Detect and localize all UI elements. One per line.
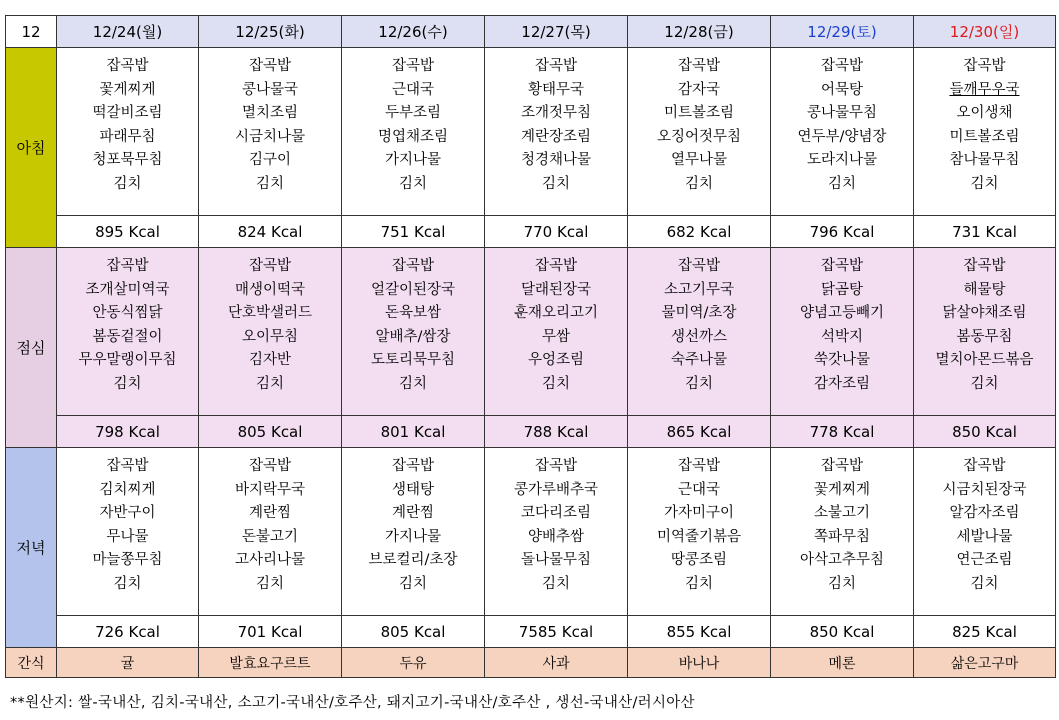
dish-item: 바지락무국 bbox=[234, 481, 306, 498]
dish-item: 열무나물 bbox=[670, 152, 728, 169]
month-cell: 12 bbox=[6, 16, 57, 48]
dish-item: 미트볼조림 bbox=[663, 105, 735, 122]
dish-item: 연근조림 bbox=[956, 552, 1013, 569]
dish-item: 청경채나물 bbox=[520, 152, 592, 169]
dish-item: 김치 bbox=[684, 375, 713, 392]
dish-item: 명엽채조림 bbox=[377, 128, 449, 145]
kcal-value: 865 Kcal bbox=[628, 416, 771, 448]
dish-item: 잡곡밥 bbox=[391, 458, 435, 474]
dish-item: 계란찜 bbox=[391, 505, 435, 522]
dish-item: 잡곡밥 bbox=[534, 458, 578, 474]
dish-list bbox=[628, 48, 770, 197]
dish-item: 잡곡밥 bbox=[963, 458, 1006, 474]
dish-item: 조개살미역국 bbox=[85, 281, 170, 298]
dish-item: 김자반 bbox=[248, 352, 292, 369]
dish-item: 시금치나물 bbox=[234, 128, 306, 145]
dish-list bbox=[57, 248, 198, 397]
dish-list bbox=[914, 48, 1055, 197]
dish-list bbox=[771, 448, 913, 597]
dish-item: 봄동무침 bbox=[956, 328, 1013, 345]
kcal-value: 798 Kcal bbox=[57, 416, 199, 448]
breakfast-kcal-row bbox=[6, 216, 1056, 248]
dish-list bbox=[485, 448, 627, 597]
snack-label: 간식 bbox=[6, 648, 57, 678]
dish-list bbox=[485, 248, 627, 397]
day-header-sunday: 12/30(일) bbox=[914, 16, 1056, 48]
dish-item: 김치찌게 bbox=[99, 481, 156, 498]
dish-list bbox=[342, 448, 484, 597]
dish-list bbox=[771, 248, 913, 397]
kcal-value: 770 Kcal bbox=[485, 216, 628, 248]
dish-item: 두부조림 bbox=[384, 105, 442, 122]
dish-item: 쪽파무침 bbox=[813, 528, 871, 545]
dish-item: 무쌈 bbox=[541, 328, 570, 345]
kcal-value: 796 Kcal bbox=[771, 216, 914, 248]
dish-item: 미역줄기볶음 bbox=[656, 528, 742, 545]
dish-item: 자반구이 bbox=[99, 505, 156, 522]
dish-item: 들깨무우국 bbox=[949, 81, 1020, 98]
dish-item: 잡곡밥 bbox=[534, 258, 578, 274]
dish-item: 소불고기 bbox=[813, 505, 871, 522]
dish-item: 조개젓무침 bbox=[520, 105, 592, 122]
dish-item: 연두부/양념장 bbox=[797, 128, 887, 145]
kcal-value: 824 Kcal bbox=[199, 216, 342, 248]
dinner-day-cell bbox=[57, 448, 199, 616]
dinner-label: 저녁 bbox=[6, 448, 57, 648]
dish-item: 김치 bbox=[113, 175, 142, 192]
breakfast-day-cell bbox=[628, 48, 771, 216]
dish-list bbox=[914, 248, 1055, 397]
dish-item: 김치 bbox=[398, 175, 427, 192]
dish-item: 도토리묵무침 bbox=[370, 352, 456, 369]
dish-item: 잡곡밥 bbox=[677, 258, 721, 274]
dish-item: 무나물 bbox=[106, 528, 149, 545]
dish-item: 계란찜 bbox=[248, 505, 292, 522]
dinner-day-cell bbox=[485, 448, 628, 616]
dish-item: 생선까스 bbox=[670, 328, 728, 345]
dish-item: 가지나물 bbox=[384, 152, 442, 169]
dish-item: 잡곡밥 bbox=[820, 258, 864, 274]
snack-row bbox=[6, 648, 1056, 678]
kcal-value: 895 Kcal bbox=[57, 216, 199, 248]
kcal-value: 805 Kcal bbox=[199, 416, 342, 448]
dish-item: 김치 bbox=[541, 375, 570, 392]
dish-list bbox=[914, 448, 1055, 597]
lunch-label: 점심 bbox=[6, 248, 57, 448]
snack-item: 귤 bbox=[57, 648, 199, 678]
dish-item: 봄동겉절이 bbox=[92, 328, 163, 345]
dish-item: 김치 bbox=[970, 575, 999, 592]
dish-item: 미트볼조림 bbox=[949, 128, 1020, 145]
kcal-value: 701 Kcal bbox=[199, 616, 342, 648]
dish-item: 시금치된장국 bbox=[942, 481, 1027, 498]
dish-item: 얼갈이된장국 bbox=[370, 281, 456, 298]
dish-list bbox=[199, 248, 341, 397]
dish-item: 콩가루배추국 bbox=[513, 481, 599, 498]
dish-list bbox=[628, 248, 770, 397]
dish-item: 해물탕 bbox=[963, 281, 1006, 298]
dish-item: 양배추쌈 bbox=[527, 528, 585, 545]
dish-item: 단호박샐러드 bbox=[227, 305, 313, 322]
lunch-day-cell bbox=[57, 248, 199, 416]
dish-item: 우엉조림 bbox=[527, 352, 585, 369]
dish-item: 알감자조림 bbox=[949, 505, 1020, 522]
dish-item: 김치 bbox=[684, 575, 713, 592]
dish-item: 꽃게찌게 bbox=[99, 81, 156, 98]
dish-item: 어묵탕 bbox=[820, 81, 864, 98]
dish-item: 꽃게찌게 bbox=[813, 481, 871, 498]
kcal-value: 778 Kcal bbox=[771, 416, 914, 448]
dish-item: 무우말랭이무침 bbox=[78, 352, 177, 369]
dish-item: 고사리나물 bbox=[234, 552, 306, 569]
dish-item: 오이생채 bbox=[956, 105, 1013, 122]
dish-item: 오징어젓무침 bbox=[656, 128, 742, 145]
header-row bbox=[6, 16, 1056, 48]
dish-item: 김치 bbox=[255, 175, 284, 192]
dish-item: 돌나물무침 bbox=[520, 552, 592, 569]
dish-item: 잡곡밥 bbox=[677, 58, 721, 74]
dish-item: 김치 bbox=[398, 375, 427, 392]
dish-list bbox=[628, 448, 770, 597]
day-header: 12/24(월) bbox=[57, 16, 199, 48]
dish-item: 잡곡밥 bbox=[391, 58, 435, 74]
dish-item: 아삭고추무침 bbox=[799, 552, 885, 569]
dish-item: 매생이떡국 bbox=[234, 281, 306, 298]
lunch-day-cell bbox=[342, 248, 485, 416]
dish-item: 땅콩조림 bbox=[670, 552, 728, 569]
dish-list bbox=[342, 248, 484, 397]
dish-list bbox=[199, 448, 341, 597]
kcal-value: 801 Kcal bbox=[342, 416, 485, 448]
dish-item: 떡갈비조림 bbox=[92, 105, 163, 122]
dish-list bbox=[57, 448, 198, 597]
dish-item: 김치 bbox=[255, 375, 284, 392]
dish-item: 훈재오리고기 bbox=[513, 305, 599, 322]
breakfast-day-cell bbox=[57, 48, 199, 216]
dinner-day-cell bbox=[914, 448, 1056, 616]
dish-item: 닭살야채조림 bbox=[942, 305, 1027, 322]
dish-item: 김치 bbox=[970, 175, 999, 192]
lunch-day-cell bbox=[628, 248, 771, 416]
dish-item: 오이무침 bbox=[241, 328, 299, 345]
dish-item: 김치 bbox=[398, 575, 427, 592]
kcal-value: 855 Kcal bbox=[628, 616, 771, 648]
weekly-menu-table bbox=[5, 15, 1056, 678]
dish-item: 김치 bbox=[113, 575, 142, 592]
dinner-day-cell bbox=[771, 448, 914, 616]
breakfast-day-cell bbox=[771, 48, 914, 216]
kcal-value: 850 Kcal bbox=[914, 416, 1056, 448]
dish-item: 감자국 bbox=[677, 81, 721, 98]
dish-item: 잡곡밥 bbox=[820, 58, 864, 74]
snack-item: 사과 bbox=[485, 648, 628, 678]
lunch-day-cell bbox=[914, 248, 1056, 416]
dish-item: 감자조림 bbox=[813, 375, 871, 392]
day-header: 12/27(목) bbox=[485, 16, 628, 48]
dish-item: 근대국 bbox=[391, 81, 435, 98]
kcal-value: 7585 Kcal bbox=[485, 616, 628, 648]
dinner-dishes-row bbox=[6, 448, 1056, 616]
dish-item: 잡곡밥 bbox=[106, 58, 149, 74]
dish-item: 김치 bbox=[827, 575, 856, 592]
dinner-day-cell bbox=[199, 448, 342, 616]
dish-item: 잡곡밥 bbox=[534, 58, 578, 74]
dish-item: 소고기무국 bbox=[663, 281, 735, 298]
dish-item: 닭곰탕 bbox=[820, 281, 864, 298]
dish-item: 김구이 bbox=[248, 152, 292, 169]
dish-item: 잡곡밥 bbox=[106, 258, 149, 274]
dish-item: 숙주나물 bbox=[670, 352, 728, 369]
dish-list bbox=[342, 48, 484, 197]
dish-item: 계란장조림 bbox=[520, 128, 592, 145]
kcal-value: 825 Kcal bbox=[914, 616, 1056, 648]
dish-item: 도라지나물 bbox=[806, 152, 878, 169]
kcal-value: 788 Kcal bbox=[485, 416, 628, 448]
dish-item: 멸치조림 bbox=[241, 105, 299, 122]
dish-list bbox=[771, 48, 913, 197]
breakfast-day-cell bbox=[485, 48, 628, 216]
day-header: 12/28(금) bbox=[628, 16, 771, 48]
dish-item: 돈불고기 bbox=[241, 528, 299, 545]
dish-item: 콩나물무침 bbox=[806, 105, 878, 122]
dish-item: 김치 bbox=[113, 375, 142, 392]
breakfast-label: 아침 bbox=[6, 48, 57, 248]
lunch-dishes-row bbox=[6, 248, 1056, 416]
dish-item: 잡곡밥 bbox=[677, 458, 721, 474]
dish-item: 근대국 bbox=[677, 481, 721, 498]
kcal-value: 850 Kcal bbox=[771, 616, 914, 648]
dish-item: 참나물무침 bbox=[949, 152, 1020, 169]
dish-item: 김치 bbox=[541, 175, 570, 192]
breakfast-dishes-row bbox=[6, 48, 1056, 216]
dish-item: 코다리조림 bbox=[520, 505, 592, 522]
dish-list bbox=[57, 48, 198, 197]
breakfast-day-cell bbox=[914, 48, 1056, 216]
kcal-value: 805 Kcal bbox=[342, 616, 485, 648]
snack-item: 발효요구르트 bbox=[199, 648, 342, 678]
snack-item: 메론 bbox=[771, 648, 914, 678]
dish-item: 양념고등빼기 bbox=[799, 305, 885, 322]
dish-list bbox=[199, 48, 341, 197]
dish-item: 잡곡밥 bbox=[248, 58, 292, 74]
dish-item: 김치 bbox=[827, 175, 856, 192]
dish-item: 알배추/쌈장 bbox=[375, 328, 451, 345]
dish-item: 잡곡밥 bbox=[391, 258, 435, 274]
snack-item: 두유 bbox=[342, 648, 485, 678]
dish-item: 김치 bbox=[255, 575, 284, 592]
dish-item: 돈육보쌈 bbox=[384, 305, 442, 322]
snack-item: 바나나 bbox=[628, 648, 771, 678]
breakfast-day-cell bbox=[342, 48, 485, 216]
dish-item: 마늘쫑무침 bbox=[92, 552, 163, 569]
dish-item: 잡곡밥 bbox=[820, 458, 864, 474]
dish-item: 잡곡밥 bbox=[248, 458, 292, 474]
day-header-saturday: 12/29(토) bbox=[771, 16, 914, 48]
dish-item: 김치 bbox=[970, 375, 999, 392]
lunch-kcal-row bbox=[6, 416, 1056, 448]
dish-item: 김치 bbox=[541, 575, 570, 592]
dish-item: 세발나물 bbox=[956, 528, 1013, 545]
origin-note: **원산지: 쌀-국내산, 김치-국내산, 소고기-국내산/호주산, 돼지고기-국내산/호주산 , 생선-국내산/러시아산 bbox=[10, 695, 695, 711]
dish-item: 잡곡밥 bbox=[963, 58, 1006, 74]
dish-item: 생태탕 bbox=[391, 481, 435, 498]
kcal-value: 726 Kcal bbox=[57, 616, 199, 648]
snack-item: 삶은고구마 bbox=[914, 648, 1056, 678]
dish-item: 멸치아몬드볶음 bbox=[935, 352, 1034, 369]
lunch-day-cell bbox=[485, 248, 628, 416]
dish-item: 달래된장국 bbox=[520, 281, 592, 298]
dish-item: 잡곡밥 bbox=[248, 258, 292, 274]
lunch-day-cell bbox=[199, 248, 342, 416]
dish-item: 쑥갓나물 bbox=[813, 352, 871, 369]
dish-item: 가지나물 bbox=[384, 528, 442, 545]
dish-list bbox=[485, 48, 627, 197]
dish-item: 파래무침 bbox=[99, 128, 156, 145]
dish-item: 안동식찜닭 bbox=[92, 305, 163, 322]
dish-item: 콩나물국 bbox=[241, 81, 299, 98]
kcal-value: 731 Kcal bbox=[914, 216, 1056, 248]
dish-item: 가자미구이 bbox=[663, 505, 735, 522]
dish-item: 청포묵무침 bbox=[92, 152, 163, 169]
dinner-day-cell bbox=[342, 448, 485, 616]
dish-item: 브로컬리/초장 bbox=[368, 552, 458, 569]
dish-item: 잡곡밥 bbox=[106, 458, 149, 474]
dish-item: 김치 bbox=[684, 175, 713, 192]
day-header: 12/25(화) bbox=[199, 16, 342, 48]
dinner-day-cell bbox=[628, 448, 771, 616]
breakfast-day-cell bbox=[199, 48, 342, 216]
kcal-value: 751 Kcal bbox=[342, 216, 485, 248]
lunch-day-cell bbox=[771, 248, 914, 416]
dinner-kcal-row bbox=[6, 616, 1056, 648]
dish-item: 석박지 bbox=[820, 328, 864, 345]
dish-item: 물미역/초장 bbox=[661, 305, 737, 322]
dish-item: 황태무국 bbox=[527, 81, 585, 98]
day-header: 12/26(수) bbox=[342, 16, 485, 48]
kcal-value: 682 Kcal bbox=[628, 216, 771, 248]
dish-item: 잡곡밥 bbox=[963, 258, 1006, 274]
